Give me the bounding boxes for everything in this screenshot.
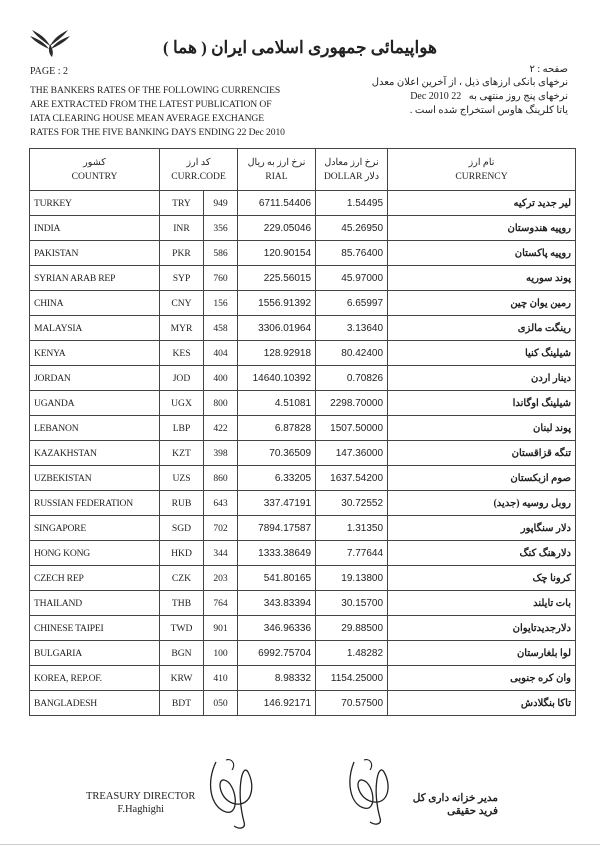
cell-usd: 80.42400: [316, 341, 388, 366]
table-row: [30, 216, 576, 241]
table-row: [30, 616, 576, 641]
table-row: [30, 591, 576, 616]
intro-fa-date: 22 Dec 2010: [410, 91, 462, 102]
cell-num: 800: [204, 391, 238, 416]
table-row: [30, 441, 576, 466]
cell-code: UZS: [160, 466, 204, 491]
cell-currency: کرونا چک: [388, 566, 576, 591]
intro-fa-line: یاتا کلرینگ هاوس استخراج شده است .: [409, 105, 568, 116]
table-row: [30, 516, 576, 541]
table-row: [30, 291, 576, 316]
cell-num: 760: [204, 266, 238, 291]
cell-code: TRY: [160, 191, 204, 216]
col-code: [160, 149, 238, 191]
cell-currency: شیلینگ کنیا: [388, 341, 576, 366]
cell-usd: 29.88500: [316, 616, 388, 641]
cell-code: LBP: [160, 416, 204, 441]
document-title: هواپیمائی جمهوری اسلامی ایران ( هما ): [163, 38, 437, 57]
cell-num: 901: [204, 616, 238, 641]
intro-fa: [372, 76, 568, 118]
cell-country: KAZAKHSTAN: [30, 441, 160, 466]
cell-usd: 1.31350: [316, 516, 388, 541]
cell-country: KOREA, REP.OF.: [30, 666, 160, 691]
cell-rial: 229.05046: [238, 216, 316, 241]
table-row: [30, 316, 576, 341]
table-row: [30, 366, 576, 391]
cell-currency: دلارجدیدتایوان: [388, 616, 576, 641]
cell-currency: پوند سوریه: [388, 266, 576, 291]
cell-usd: 147.36000: [316, 441, 388, 466]
cell-rial: 7894.17587: [238, 516, 316, 541]
cell-currency: لیر جدید ترکیه: [388, 191, 576, 216]
cell-usd: 19.13800: [316, 566, 388, 591]
table-row: [30, 241, 576, 266]
intro-en-line: RATES FOR THE FIVE BANKING DAYS ENDING 22 Dec 2010: [30, 127, 285, 138]
cell-usd: 1.54495: [316, 191, 388, 216]
sig-right-name: فرید حقیقی: [447, 806, 498, 817]
cell-code: TWD: [160, 616, 204, 641]
cell-rial: 225.56015: [238, 266, 316, 291]
cell-code: PKR: [160, 241, 204, 266]
signature-left-caption: [86, 790, 195, 816]
sig-left-name: F.Haghighi: [117, 804, 165, 815]
header-name-en: CURRENCY: [455, 170, 508, 182]
intro-fa-line: نرخهای بانکی ارزهای ذیل ، از آخرین اعلان معدل: [371, 77, 568, 88]
cell-country: THAILAND: [30, 591, 160, 616]
cell-code: THB: [160, 591, 204, 616]
header-country-en: COUNTRY: [71, 170, 118, 182]
cell-code: SGD: [160, 516, 204, 541]
cell-usd: 70.57500: [316, 691, 388, 716]
cell-rial: 6992.75704: [238, 641, 316, 666]
cell-rial: 3306.01964: [238, 316, 316, 341]
table-header-row: [30, 149, 576, 191]
scan-edge-divider: [0, 844, 600, 845]
cell-code: KRW: [160, 666, 204, 691]
sig-right-title: مدیر خزانه داری کل: [412, 793, 498, 804]
intro-fa-text: نرخهای پنج روز منتهی به: [468, 91, 568, 102]
cell-code: INR: [160, 216, 204, 241]
cell-usd: 45.26950: [316, 216, 388, 241]
cell-currency: دلار سنگاپور: [388, 516, 576, 541]
cell-code: KES: [160, 341, 204, 366]
cell-usd: 1637.54200: [316, 466, 388, 491]
signature-right: [338, 754, 402, 828]
cell-num: 400: [204, 366, 238, 391]
cell-code: HKD: [160, 541, 204, 566]
table-row: [30, 566, 576, 591]
signature-left: [196, 752, 266, 832]
cell-num: 764: [204, 591, 238, 616]
cell-code: CNY: [160, 291, 204, 316]
cell-currency: روبل روسیه (جدید): [388, 491, 576, 516]
table-row: [30, 191, 576, 216]
cell-code: CZK: [160, 566, 204, 591]
header-name-fa: نام ارز: [468, 156, 495, 168]
cell-num: 422: [204, 416, 238, 441]
cell-currency: تاکا بنگلادش: [388, 691, 576, 716]
intro-fa-line: [372, 90, 568, 104]
cell-usd: 85.76400: [316, 241, 388, 266]
table-row: [30, 541, 576, 566]
cell-usd: 7.77644: [316, 541, 388, 566]
cell-country: CHINA: [30, 291, 160, 316]
cell-usd: 1.48282: [316, 641, 388, 666]
cell-country: BULGARIA: [30, 641, 160, 666]
cell-country: UGANDA: [30, 391, 160, 416]
cell-rial: 541.80165: [238, 566, 316, 591]
header-code-en: CURR.CODE: [171, 170, 226, 182]
cell-code: BDT: [160, 691, 204, 716]
cell-usd: 6.65997: [316, 291, 388, 316]
cell-code: KZT: [160, 441, 204, 466]
col-country: [30, 149, 160, 191]
page-number-en: PAGE : 2: [30, 66, 68, 77]
cell-rial: 146.92171: [238, 691, 316, 716]
cell-currency: صوم ازبکستان: [388, 466, 576, 491]
cell-country: SYRIAN ARAB REP: [30, 266, 160, 291]
cell-rial: 6.33205: [238, 466, 316, 491]
cell-num: 702: [204, 516, 238, 541]
cell-num: 156: [204, 291, 238, 316]
cell-country: BANGLADESH: [30, 691, 160, 716]
cell-num: 203: [204, 566, 238, 591]
cell-country: INDIA: [30, 216, 160, 241]
cell-usd: 30.72552: [316, 491, 388, 516]
rates-body: [30, 191, 576, 716]
cell-country: RUSSIAN FEDERATION: [30, 491, 160, 516]
cell-rial: 70.36509: [238, 441, 316, 466]
sig-left-title: TREASURY DIRECTOR: [86, 791, 196, 802]
cell-country: SINGAPORE: [30, 516, 160, 541]
header-code-fa: کد ارز: [186, 156, 211, 168]
cell-rial: 337.47191: [238, 491, 316, 516]
cell-currency: روپیه پاکستان: [388, 241, 576, 266]
table-row: [30, 266, 576, 291]
cell-country: KENYA: [30, 341, 160, 366]
cell-currency: دینار اردن: [388, 366, 576, 391]
rates-table: [29, 148, 576, 716]
intro-en: [30, 84, 285, 140]
cell-num: 643: [204, 491, 238, 516]
table-row: [30, 391, 576, 416]
cell-usd: 2298.70000: [316, 391, 388, 416]
col-rial: [238, 149, 316, 191]
cell-currency: بات تایلند: [388, 591, 576, 616]
cell-usd: 1154.25000: [316, 666, 388, 691]
cell-num: 458: [204, 316, 238, 341]
table-row: [30, 466, 576, 491]
cell-usd: 30.15700: [316, 591, 388, 616]
table-row: [30, 666, 576, 691]
cell-rial: 128.92918: [238, 341, 316, 366]
cell-currency: وان کره جنوبی: [388, 666, 576, 691]
header-rial-en: RIAL: [265, 171, 288, 182]
cell-rial: 346.96336: [238, 616, 316, 641]
cell-country: CZECH REP: [30, 566, 160, 591]
intro-en-line: IATA CLEARING HOUSE MEAN AVERAGE EXCHANGE: [30, 113, 264, 124]
cell-rial: 1556.91392: [238, 291, 316, 316]
cell-rial: 1333.38649: [238, 541, 316, 566]
cell-num: 344: [204, 541, 238, 566]
col-currency: [388, 149, 576, 191]
col-usd: [316, 149, 388, 191]
intro-en-line: ARE EXTRACTED FROM THE LATEST PUBLICATION OF: [30, 99, 272, 110]
cell-currency: لوا بلغارستان: [388, 641, 576, 666]
cell-code: SYP: [160, 266, 204, 291]
cell-currency: پوند لبنان: [388, 416, 576, 441]
table-row: [30, 491, 576, 516]
cell-num: 398: [204, 441, 238, 466]
header-country-fa: کشور: [83, 156, 106, 168]
cell-num: 586: [204, 241, 238, 266]
cell-usd: 1507.50000: [316, 416, 388, 441]
cell-currency: تنگه قزاقستان: [388, 441, 576, 466]
cell-country: HONG KONG: [30, 541, 160, 566]
cell-currency: رمین یوان چین: [388, 291, 576, 316]
cell-rial: 6711.54406: [238, 191, 316, 216]
cell-currency: شیلینگ اوگاندا: [388, 391, 576, 416]
cell-rial: 14640.10392: [238, 366, 316, 391]
cell-currency: دلارهنگ کنگ: [388, 541, 576, 566]
cell-num: 356: [204, 216, 238, 241]
cell-usd: 0.70826: [316, 366, 388, 391]
cell-num: 100: [204, 641, 238, 666]
cell-code: BGN: [160, 641, 204, 666]
cell-code: MYR: [160, 316, 204, 341]
cell-usd: 45.97000: [316, 266, 388, 291]
cell-num: 949: [204, 191, 238, 216]
cell-country: PAKISTAN: [30, 241, 160, 266]
header-usd-fa: نرخ ارز معادل: [324, 157, 379, 168]
signature-right-caption: [413, 792, 498, 818]
cell-num: 404: [204, 341, 238, 366]
table-row: [30, 641, 576, 666]
header-rial-fa: نرخ ارز به ریال: [247, 157, 306, 168]
header-usd-en: DOLLAR دلار: [323, 171, 380, 182]
cell-country: TURKEY: [30, 191, 160, 216]
cell-rial: 8.98332: [238, 666, 316, 691]
cell-rial: 343.83394: [238, 591, 316, 616]
page-number-fa: صفحه : ۲: [529, 64, 568, 75]
cell-num: 410: [204, 666, 238, 691]
table-row: [30, 416, 576, 441]
cell-num: 860: [204, 466, 238, 491]
cell-usd: 3.13640: [316, 316, 388, 341]
cell-code: UGX: [160, 391, 204, 416]
cell-country: UZBEKISTAN: [30, 466, 160, 491]
cell-rial: 120.90154: [238, 241, 316, 266]
cell-code: RUB: [160, 491, 204, 516]
cell-currency: روپیه هندوستان: [388, 216, 576, 241]
cell-country: MALAYSIA: [30, 316, 160, 341]
cell-country: LEBANON: [30, 416, 160, 441]
intro-en-line: THE BANKERS RATES OF THE FOLLOWING CURRENCIES: [30, 85, 281, 96]
cell-country: JORDAN: [30, 366, 160, 391]
cell-rial: 6.87828: [238, 416, 316, 441]
cell-rial: 4.51081: [238, 391, 316, 416]
table-row: [30, 341, 576, 366]
table-row: [30, 691, 576, 716]
cell-num: 050: [204, 691, 238, 716]
cell-currency: رینگت مالزی: [388, 316, 576, 341]
cell-code: JOD: [160, 366, 204, 391]
cell-country: CHINESE TAIPEI: [30, 616, 160, 641]
